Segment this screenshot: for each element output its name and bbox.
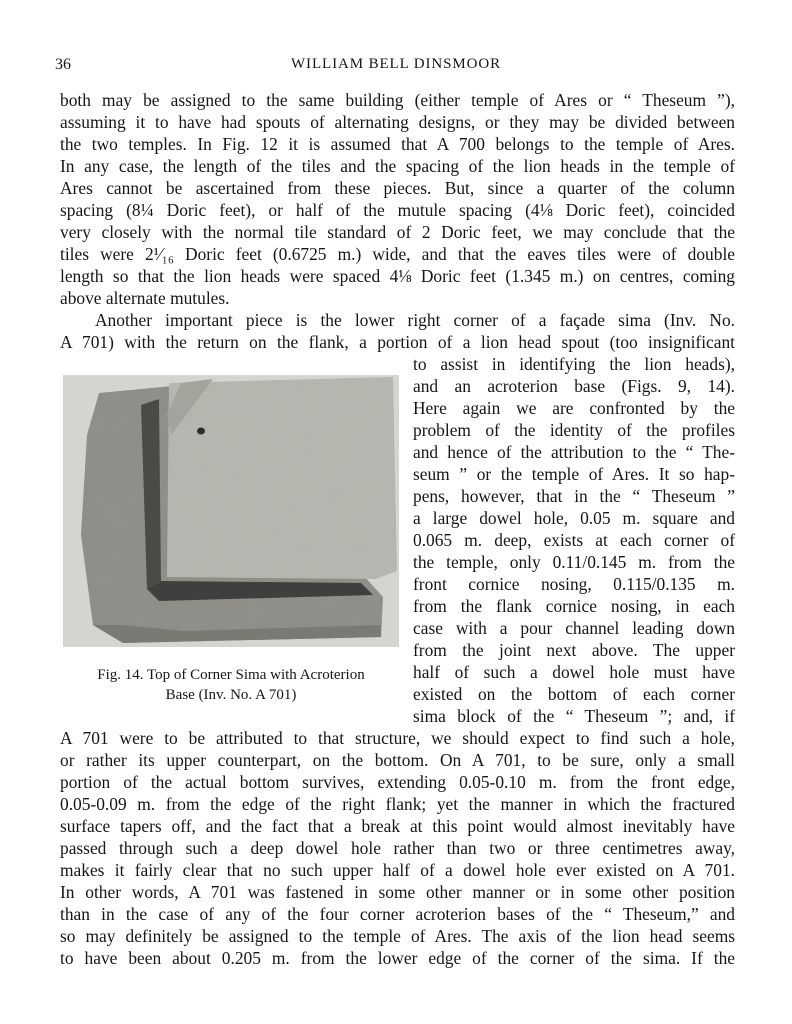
body-line: to assist in identifying the lion heads), (413, 354, 735, 374)
body-line: and hence of the attribution to the “ The- (413, 442, 735, 462)
body-line: seum ” or the temple of Ares. It so hap- (413, 464, 735, 484)
body-line: sima block of the “ Theseum ”; and, if (413, 706, 735, 726)
body-line: and an acroterion base (Figs. 9, 14). (413, 376, 735, 396)
body-line: case with a pour channel leading down (413, 618, 735, 638)
body-line: the two temples. In Fig. 12 it is assumed that A 700 belongs to the temple of Ares. (60, 134, 735, 154)
body-line: 0.065 m. deep, exists at each corner of (413, 530, 735, 550)
body-line: surface tapers off, and the fact that a break at this point would almost inevitably have (60, 816, 735, 836)
body-line: to have been about 0.205 m. from the lower edge of the corner of the sima. If the (60, 948, 735, 968)
body-line: the temple, only 0.11/0.145 m. from the (413, 552, 735, 572)
figure-caption-line-1: Fig. 14. Top of Corner Sima with Acroterion (97, 667, 365, 683)
body-line: from the joint next above. The upper (413, 640, 735, 660)
body-line: assuming it to have had spouts of alternating designs, or they may be divided between (60, 112, 735, 132)
sima-block-photo (63, 375, 399, 647)
body-line: A 701) with the return on the flank, a portion of a lion head spout (too insignificant (60, 332, 735, 352)
body-line: passed through such a deep dowel hole rather than two or three centimetres away, (60, 838, 735, 858)
body-line: a large dowel hole, 0.05 m. square and (413, 508, 735, 528)
body-line: tiles were 2¹⁄₁₆ Doric feet (0.6725 m.) wide, and that the eaves tiles were of double (60, 244, 735, 264)
figure-photo-corner-sima (63, 375, 399, 647)
body-line: In any case, the length of the tiles and the spacing of the lion heads in the temple of (60, 156, 735, 176)
body-line: front cornice nosing, 0.115/0.135 m. (413, 574, 735, 594)
body-line: both may be assigned to the same building (either temple of Ares or “ Theseum ”), (60, 90, 735, 110)
body-line: Ares cannot be ascertained from these pieces. But, since a quarter of the column (60, 178, 735, 198)
body-line: so may definitely be assigned to the temple of Ares. The axis of the lion head seems (60, 926, 735, 946)
body-line: very closely with the normal tile standard of 2 Doric feet, we may conclude that the (60, 222, 735, 242)
body-line: spacing (8¼ Doric feet), or half of the mutule spacing (4⅛ Doric feet), coincided (60, 200, 735, 220)
body-line: 0.05-0.09 m. from the edge of the right flank; yet the manner in which the fractured (60, 794, 735, 814)
figure-caption-line-2: Base (Inv. No. A 701) (165, 687, 297, 703)
body-line: portion of the actual bottom survives, extending 0.05-0.10 m. from the front edge, (60, 772, 735, 792)
body-line: Here again we are confronted by the (413, 398, 735, 418)
body-line: In other words, A 701 was fastened in some other manner or in some other position (60, 882, 735, 902)
page-number: 36 (55, 56, 71, 73)
body-line: above alternate mutules. (60, 288, 230, 308)
body-line: length so that the lion heads were spaced 4⅛ Doric feet (1.345 m.) on centres, coming (60, 266, 735, 286)
running-head: WILLIAM BELL DINSMOOR (291, 56, 501, 72)
body-line: Another important piece is the lower right corner of a façade sima (Inv. No. (95, 310, 735, 330)
body-line: from the flank cornice nosing, in each (413, 596, 735, 616)
body-line: half of such a dowel hole must have (413, 662, 735, 682)
body-line: makes it fairly clear that no such upper half of a dowel hole ever existed on A 701. (60, 860, 735, 880)
body-line: than in the case of any of the four corner acroterion bases of the “ Theseum,” and (60, 904, 735, 924)
body-line: pens, however, that in the “ Theseum ” (413, 486, 735, 506)
body-line: A 701 were to be attributed to that structure, we should expect to find such a hole, (60, 728, 735, 748)
body-line: or rather its upper counterpart, on the bottom. On A 701, to be sure, only a small (60, 750, 735, 770)
body-line: existed on the bottom of each corner (413, 684, 735, 704)
body-line: problem of the identity of the profiles (413, 420, 735, 440)
